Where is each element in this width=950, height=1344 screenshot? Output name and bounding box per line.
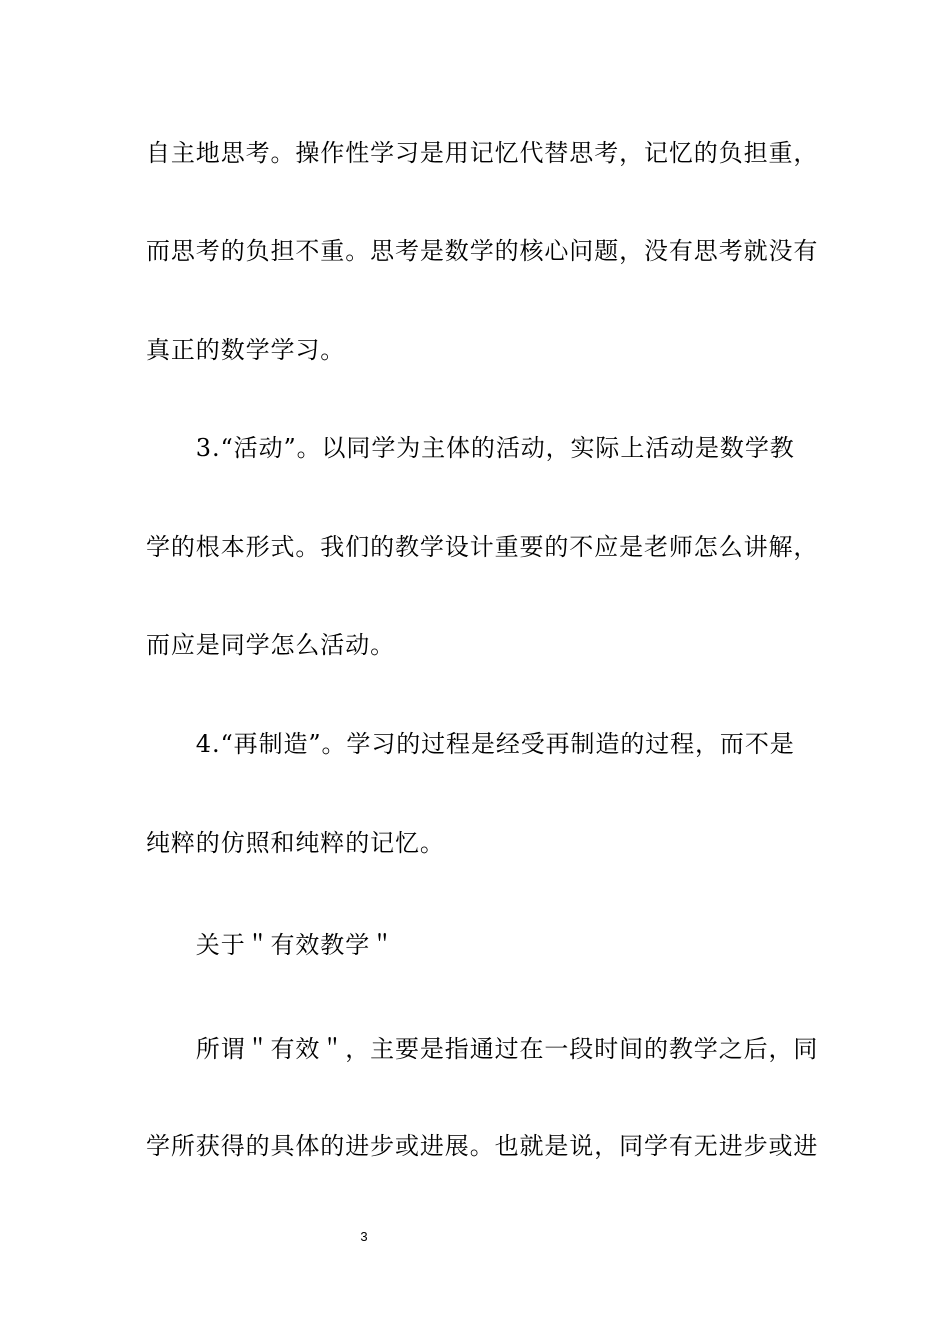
text-line: 学所获得的具体的进步或进展。也就是说，同学有无进步或进 (146, 1132, 819, 1160)
text-line: 而思考的负担不重。思考是数学的核心问题，没有思考就没有 (146, 237, 819, 265)
text-line: 学的根本形式。我们的教学设计重要的不应是老师怎么讲解， (146, 533, 819, 561)
text-line: 3.“活动”。以同学为主体的活动，实际上活动是数学教 (146, 434, 795, 462)
text-line: 而应是同学怎么活动。 (146, 631, 395, 659)
page-number: 3 (360, 1229, 368, 1244)
text-line: 4.“再制造”。学习的过程是经受再制造的过程，而不是 (146, 730, 795, 758)
text-line: 纯粹的仿照和纯粹的记忆。 (146, 829, 445, 857)
text-line: 所谓＂有效＂，主要是指通过在一段时间的教学之后，同 (146, 1035, 819, 1063)
text-line: 真正的数学学习。 (146, 336, 346, 364)
text-line: 自主地思考。操作性学习是用记忆代替思考，记忆的负担重， (146, 139, 819, 167)
text-line: 关于＂有效教学＂ (146, 931, 395, 959)
